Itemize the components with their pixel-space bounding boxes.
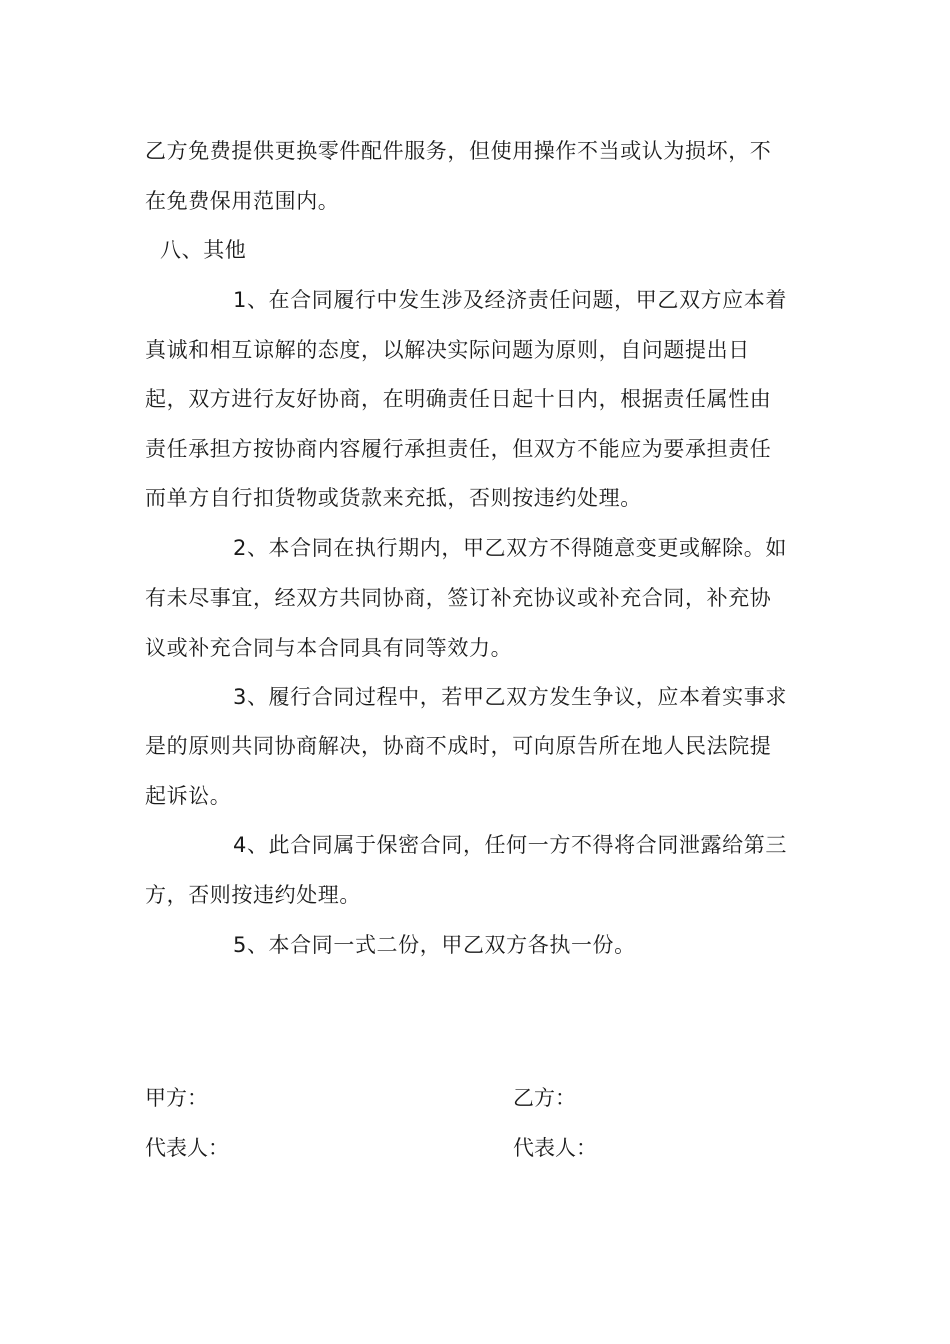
section-heading: 八、其他 [160,238,247,262]
party-b-label: 乙方： [513,1086,576,1110]
clause-3-line: 起诉讼。 [145,784,232,808]
clause-5-line: 5、本合同一式二份，甲乙双方各执一份。 [233,933,636,957]
paragraph-line: 在免费保用范围内。 [145,189,340,213]
paragraph-line: 乙方免费提供更换零件配件服务，但使用操作不当或认为损坏，不 [145,139,772,163]
clause-2-line: 2、本合同在执行期内，甲乙双方不得随意变更或解除。如 [233,536,787,560]
clause-2-line: 议或补充合同与本合同具有同等效力。 [145,636,513,660]
clause-4-line: 4、此合同属于保密合同，任何一方不得将合同泄露给第三 [233,833,787,857]
party-b-representative-label: 代表人： [513,1136,597,1160]
clause-1-line: 起，双方进行友好协商，在明确责任日起十日内，根据责任属性由 [145,387,772,411]
clause-1-line: 责任承担方按协商内容履行承担责任，但双方不能应为要承担责任 [145,437,772,461]
clause-3-line: 3、履行合同过程中，若甲乙双方发生争议，应本着实事求 [233,685,787,709]
clause-1-line: 1、在合同履行中发生涉及经济责任问题，甲乙双方应本着 [233,288,787,312]
party-a-label: 甲方： [145,1086,208,1110]
clause-2-line: 有未尽事宜，经双方共同协商，签订补充协议或补充合同，补充协 [145,586,772,610]
party-a-representative-label: 代表人： [145,1136,229,1160]
clause-1-line: 真诚和相互谅解的态度，以解决实际问题为原则，自问题提出日 [145,338,750,362]
clause-1-line: 而单方自行扣货物或货款来充抵，否则按违约处理。 [145,486,642,510]
clause-3-line: 是的原则共同协商解决，协商不成时，可向原告所在地人民法院提 [145,734,772,758]
clause-4-line: 方，否则按违约处理。 [145,883,361,907]
